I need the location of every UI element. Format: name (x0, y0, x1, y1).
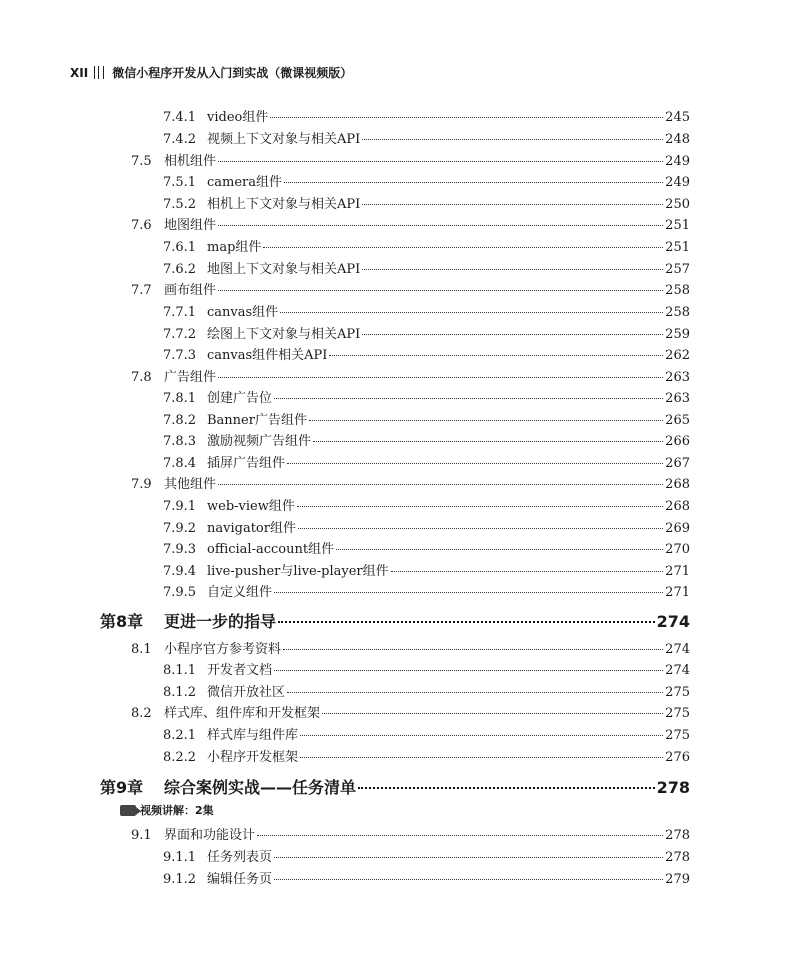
entry-page-number: 263 (665, 391, 690, 406)
entry-number: 7.8 (131, 370, 152, 385)
entry-number: 9.1.2 (163, 872, 197, 887)
entry-title: 视频上下文对象与相关API (207, 132, 361, 147)
entry-title: 界面和功能设计 (164, 828, 256, 843)
subsection-entry (163, 236, 690, 255)
video-note-text: 视频讲解：2集 (140, 804, 214, 817)
entry-number: 7.9.5 (163, 585, 197, 600)
entry-page-number: 251 (665, 218, 690, 233)
entry-title: 小程序官方参考资料 (164, 642, 282, 657)
entry-number: 7.7.3 (163, 348, 197, 363)
dot-leader (274, 398, 663, 399)
entry-page-number: 278 (656, 778, 690, 797)
entry-title: 编辑任务页 (207, 872, 273, 887)
dot-leader (287, 692, 663, 693)
entry-number: 7.9.4 (163, 564, 197, 579)
subsection-entry (163, 538, 690, 557)
entry-page-number: 275 (665, 728, 690, 743)
entry-title: 样式库与组件库 (207, 728, 299, 743)
entry-page-number: 245 (665, 110, 690, 125)
entry-page-number: 250 (665, 197, 690, 212)
entry-title: 插屏广告组件 (207, 456, 286, 471)
entry-page-number: 276 (665, 750, 690, 765)
entry-number: 7.7.2 (163, 327, 197, 342)
subsection-entry (163, 258, 690, 277)
subsection-entry (163, 581, 690, 600)
chapter-entry (100, 775, 690, 798)
dot-leader (362, 334, 663, 335)
page-number-label: XII (70, 65, 89, 80)
dot-leader (218, 484, 663, 485)
dot-leader (218, 290, 663, 291)
entry-page-number: 279 (665, 872, 690, 887)
section-entry (131, 214, 690, 233)
entry-page-number: 271 (665, 585, 690, 600)
entry-title: 开发者文档 (207, 663, 273, 678)
entry-number: 7.9 (131, 477, 152, 492)
book-title: 微信小程序开发从入门到实战（微课视频版） (112, 66, 353, 80)
entry-number: 7.5.1 (163, 175, 197, 190)
entry-title: 广告组件 (164, 370, 217, 385)
entry-page-number: 275 (665, 706, 690, 721)
entry-number: 7.8.4 (163, 456, 197, 471)
entry-number: 7.4.1 (163, 110, 197, 125)
dot-leader (309, 420, 663, 421)
dot-leader (218, 161, 663, 162)
dot-leader (274, 592, 663, 593)
entry-title: 画布组件 (164, 283, 217, 298)
subsection-entry (163, 344, 690, 363)
subsection-entry (163, 106, 690, 125)
entry-title: 微信开放社区 (207, 685, 286, 700)
entry-title: navigator组件 (207, 521, 296, 536)
entry-title: camera组件 (207, 175, 283, 190)
entry-page-number: 278 (665, 850, 690, 865)
entry-page-number: 271 (665, 564, 690, 579)
entry-number: 8.1.2 (163, 685, 197, 700)
subsection-entry (163, 560, 690, 579)
entry-number: 8.2.1 (163, 728, 197, 743)
dot-leader (322, 713, 663, 714)
entry-number: 7.8.3 (163, 434, 197, 449)
entry-number: 7.8.2 (163, 413, 197, 428)
entry-number: 8.2.2 (163, 750, 197, 765)
video-note (120, 802, 214, 818)
subsection-entry (163, 193, 690, 212)
entry-number: 7.9.2 (163, 521, 197, 536)
entry-title: 相机上下文对象与相关API (207, 197, 361, 212)
page-header (70, 64, 352, 81)
dot-leader (298, 528, 663, 529)
section-entry (131, 702, 690, 721)
entry-page-number: 268 (665, 499, 690, 514)
subsection-entry (163, 128, 690, 147)
entry-number: 7.5 (131, 154, 152, 169)
dot-leader (274, 857, 663, 858)
dot-leader (362, 139, 663, 140)
entry-number: 7.9.1 (163, 499, 197, 514)
entry-page-number: 258 (665, 305, 690, 320)
subsection-entry (163, 452, 690, 471)
subsection-entry (163, 681, 690, 700)
dot-leader (218, 225, 663, 226)
dot-leader (362, 269, 663, 270)
subsection-entry (163, 746, 690, 765)
entry-title: 自定义组件 (207, 585, 273, 600)
dot-leader (278, 621, 655, 623)
entry-title: canvas组件 (207, 305, 279, 320)
subsection-entry (163, 846, 690, 865)
entry-number: 7.6.1 (163, 240, 197, 255)
entry-title: 地图上下文对象与相关API (207, 262, 361, 277)
entry-title: 任务列表页 (207, 850, 273, 865)
chapter-entry (100, 609, 690, 632)
subsection-entry (163, 323, 690, 342)
dot-leader (263, 247, 663, 248)
entry-page-number: 248 (665, 132, 690, 147)
subsection-entry (163, 430, 690, 449)
header-divider-icon (94, 66, 104, 79)
dot-leader (274, 670, 663, 671)
entry-number: 7.8.1 (163, 391, 197, 406)
section-entry (131, 279, 690, 298)
dot-leader (280, 312, 663, 313)
subsection-entry (163, 409, 690, 428)
entry-title: 小程序开发框架 (207, 750, 299, 765)
entry-title: 绘图上下文对象与相关API (207, 327, 361, 342)
entry-page-number: 274 (665, 642, 690, 657)
subsection-entry (163, 387, 690, 406)
entry-title: live-pusher与live-player组件 (207, 564, 389, 579)
entry-title: web-view组件 (207, 499, 295, 514)
dot-leader (257, 835, 663, 836)
dot-leader (284, 182, 663, 183)
video-camera-icon (120, 805, 136, 816)
entry-number: 8.1 (131, 642, 152, 657)
entry-number: 7.7.1 (163, 305, 197, 320)
entry-title: canvas组件相关API (207, 348, 328, 363)
entry-number: 第9章 (100, 778, 144, 797)
entry-page-number: 269 (665, 521, 690, 536)
section-entry (131, 473, 690, 492)
dot-leader (358, 787, 655, 789)
dot-leader (287, 463, 663, 464)
dot-leader (283, 649, 663, 650)
entry-page-number: 266 (665, 434, 690, 449)
entry-page-number: 278 (665, 828, 690, 843)
entry-page-number: 259 (665, 327, 690, 342)
entry-page-number: 251 (665, 240, 690, 255)
entry-title: 地图组件 (164, 218, 217, 233)
entry-page-number: 249 (665, 175, 690, 190)
dot-leader (329, 355, 663, 356)
entry-number: 7.5.2 (163, 197, 197, 212)
section-entry (131, 150, 690, 169)
entry-title: map组件 (207, 240, 262, 255)
entry-title: 相机组件 (164, 154, 217, 169)
dot-leader (270, 117, 663, 118)
dot-leader (313, 441, 663, 442)
entry-title: video组件 (207, 110, 269, 125)
entry-number: 7.7 (131, 283, 152, 298)
subsection-entry (163, 495, 690, 514)
subsection-entry (163, 171, 690, 190)
entry-title: 创建广告位 (207, 391, 273, 406)
subsection-entry (163, 659, 690, 678)
entry-title: Banner广告组件 (207, 413, 307, 428)
entry-page-number: 274 (656, 612, 690, 631)
entry-title: 样式库、组件库和开发框架 (164, 706, 321, 721)
entry-page-number: 249 (665, 154, 690, 169)
entry-page-number: 274 (665, 663, 690, 678)
entry-page-number: 262 (665, 348, 690, 363)
section-entry (131, 366, 690, 385)
dot-leader (362, 204, 663, 205)
entry-number: 7.6.2 (163, 262, 197, 277)
entry-page-number: 265 (665, 413, 690, 428)
subsection-entry (163, 868, 690, 887)
subsection-entry (163, 301, 690, 320)
dot-leader (336, 549, 663, 550)
dot-leader (300, 735, 663, 736)
entry-title: 更进一步的指导 (164, 612, 277, 631)
subsection-entry (163, 724, 690, 743)
subsection-entry (163, 517, 690, 536)
entry-number: 9.1 (131, 828, 152, 843)
dot-leader (218, 377, 663, 378)
entry-number: 第8章 (100, 612, 144, 631)
entry-number: 7.4.2 (163, 132, 197, 147)
entry-title: 激励视频广告组件 (207, 434, 312, 449)
section-entry (131, 638, 690, 657)
entry-number: 7.6 (131, 218, 152, 233)
entry-page-number: 268 (665, 477, 690, 492)
entry-page-number: 257 (665, 262, 690, 277)
entry-number: 8.1.1 (163, 663, 197, 678)
entry-page-number: 267 (665, 456, 690, 471)
entry-number: 7.9.3 (163, 542, 197, 557)
entry-title: 其他组件 (164, 477, 217, 492)
entry-page-number: 275 (665, 685, 690, 700)
entry-number: 8.2 (131, 706, 152, 721)
entry-page-number: 270 (665, 542, 690, 557)
entry-page-number: 258 (665, 283, 690, 298)
entry-title: official-account组件 (207, 542, 335, 557)
entry-number: 9.1.1 (163, 850, 197, 865)
dot-leader (274, 879, 663, 880)
entry-title: 综合案例实战——任务清单 (164, 778, 357, 797)
entry-page-number: 263 (665, 370, 690, 385)
section-entry (131, 824, 690, 843)
dot-leader (297, 506, 663, 507)
dot-leader (391, 571, 664, 572)
dot-leader (300, 757, 663, 758)
